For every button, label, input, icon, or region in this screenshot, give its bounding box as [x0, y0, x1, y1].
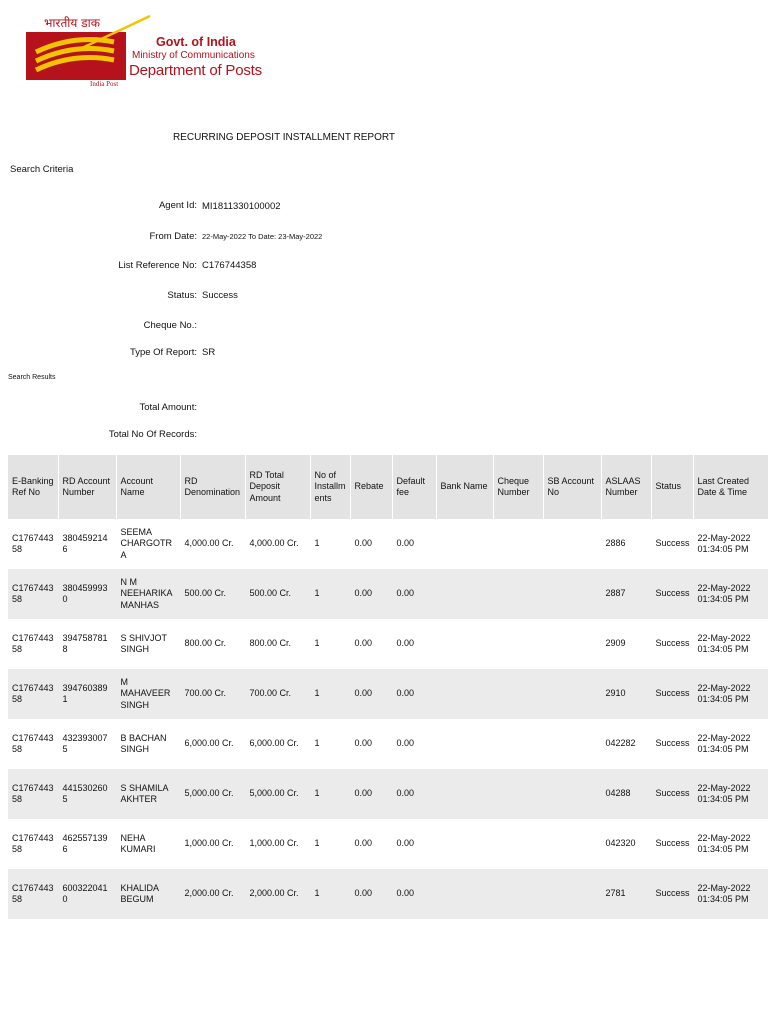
cell-aslaas: 2909: [605, 638, 626, 649]
cell-last-created: 22-May-2022 01:34:05 PM: [697, 882, 751, 904]
cell-account-name: B BACHAN SINGH: [120, 732, 167, 754]
cell-rd-total: 500.00 Cr.: [249, 588, 292, 599]
cell-aslaas: 042282: [605, 738, 636, 749]
cell-rd-account: 3947587818: [62, 632, 108, 654]
col-header-ebanking-ref: E-Banking Ref No: [8, 455, 58, 519]
cell-cheque-number: [493, 769, 543, 819]
cell-ref-no: C176744358: [12, 532, 54, 554]
col-header-sb-account: SB Account No: [543, 455, 601, 519]
cell-rd-denomination: 5,000.00 Cr.: [184, 788, 234, 799]
cell-installments: 1: [314, 888, 320, 899]
cell-status: Success: [655, 538, 690, 549]
cell-rd-denomination: 6,000.00 Cr.: [184, 738, 234, 749]
cell-aslaas: 2910: [605, 688, 626, 699]
search-results-heading: Search Results: [8, 374, 56, 381]
col-header-bank-name: Bank Name: [436, 455, 493, 519]
cell-default-fee: 0.00: [396, 738, 415, 749]
cell-rd-account: 3947603891: [62, 682, 108, 704]
date-label: From Date:: [149, 231, 197, 242]
cell-rd-total: 2,000.00 Cr.: [249, 888, 299, 899]
table-row: [8, 669, 768, 719]
cell-aslaas: 2887: [605, 588, 626, 599]
col-header-default-fee: Default fee: [392, 455, 436, 519]
cell-account-name: SEEMA CHARGOTRA: [120, 527, 172, 560]
cell-rd-account: 4415302605: [62, 782, 108, 804]
cell-bank-name: [436, 769, 493, 819]
table-header-row: [8, 455, 768, 519]
cell-sb-account: [543, 719, 601, 769]
table-row: [8, 869, 768, 919]
cell-ref-no: C176744358: [12, 582, 54, 604]
table-row: [8, 719, 768, 769]
cell-bank-name: [436, 719, 493, 769]
list-reference-value: C176744358: [202, 260, 257, 271]
cell-rebate: 0.00: [354, 738, 373, 749]
cell-rd-total: 5,000.00 Cr.: [249, 788, 299, 799]
total-records-label: Total No Of Records:: [108, 429, 197, 440]
cell-aslaas: 04288: [605, 788, 631, 799]
cell-installments: 1: [314, 838, 320, 849]
cell-account-name: KHALIDA BEGUM: [120, 882, 160, 904]
cell-ref-no: C176744358: [12, 632, 54, 654]
cell-rd-account: 6003220410: [62, 882, 108, 904]
cell-default-fee: 0.00: [396, 688, 415, 699]
cell-sb-account: [543, 819, 601, 869]
cell-ref-no: C176744358: [12, 882, 54, 904]
cell-aslaas: 042320: [605, 838, 636, 849]
cell-installments: 1: [314, 638, 320, 649]
col-header-installments: No of Installm ents: [310, 455, 350, 519]
cell-cheque-number: [493, 869, 543, 919]
cell-account-name: N M NEEHARIKA MANHAS: [120, 577, 173, 610]
cell-default-fee: 0.00: [396, 588, 415, 599]
col-header-status: Status: [651, 455, 693, 519]
cell-last-created: 22-May-2022 01:34:05 PM: [697, 782, 751, 804]
table-row: [8, 819, 768, 869]
col-header-account-name: Account Name: [116, 455, 180, 519]
report-type-label: Type Of Report:: [129, 347, 197, 358]
cell-default-fee: 0.00: [396, 538, 415, 549]
cell-rd-total: 700.00 Cr.: [249, 688, 292, 699]
cell-ref-no: C176744358: [12, 682, 54, 704]
cell-status: Success: [655, 738, 690, 749]
logo-india-post-text: India Post: [90, 80, 119, 88]
cell-rebate: 0.00: [354, 788, 373, 799]
cell-rd-account: 3804592146: [62, 532, 108, 554]
cell-sb-account: [543, 869, 601, 919]
logo-hindi-text: भारतीय डाक: [44, 16, 100, 30]
cell-status: Success: [655, 838, 690, 849]
cell-bank-name: [436, 619, 493, 669]
cell-bank-name: [436, 569, 493, 619]
col-header-rebate: Rebate: [350, 455, 392, 519]
total-amount-label: Total Amount:: [139, 402, 197, 413]
cell-rd-total: 800.00 Cr.: [249, 638, 292, 649]
results-table: [8, 455, 768, 919]
cell-status: Success: [655, 688, 690, 699]
cell-rd-account: 4625571396: [62, 832, 108, 854]
cell-account-name: NEHA KUMARI: [120, 832, 156, 854]
cell-rd-denomination: 1,000.00 Cr.: [184, 838, 234, 849]
cell-cheque-number: [493, 569, 543, 619]
cell-ref-no: C176744358: [12, 832, 54, 854]
report-title: RECURRING DEPOSIT INSTALLMENT REPORT: [172, 132, 396, 143]
cell-sb-account: [543, 519, 601, 569]
cell-rebate: 0.00: [354, 538, 373, 549]
cell-rebate: 0.00: [354, 588, 373, 599]
cell-cheque-number: [493, 719, 543, 769]
cell-default-fee: 0.00: [396, 788, 415, 799]
cell-bank-name: [436, 519, 493, 569]
cell-bank-name: [436, 669, 493, 719]
cell-last-created: 22-May-2022 01:34:05 PM: [697, 682, 751, 704]
cell-sb-account: [543, 669, 601, 719]
cell-sb-account: [543, 619, 601, 669]
cell-account-name: M MAHAVEER SINGH: [120, 677, 171, 710]
cell-sb-account: [543, 769, 601, 819]
cell-account-name: S SHIVJOT SINGH: [120, 632, 168, 654]
cell-cheque-number: [493, 519, 543, 569]
date-range-value: 22-May-2022 To Date: 23-May-2022: [202, 232, 323, 241]
cell-rd-total: 1,000.00 Cr.: [249, 838, 299, 849]
table-row: [8, 769, 768, 819]
cell-aslaas: 2886: [605, 538, 626, 549]
cell-rebate: 0.00: [354, 688, 373, 699]
cell-account-name: S SHAMILA AKHTER: [120, 782, 169, 804]
col-header-rd-account: RD Account Number: [58, 455, 116, 519]
col-header-cheque-number: Cheque Number: [493, 455, 543, 519]
org-govt: Govt. of India: [156, 35, 236, 49]
status-label: Status:: [167, 290, 197, 301]
cell-rd-denomination: 500.00 Cr.: [184, 588, 227, 599]
cell-installments: 1: [314, 588, 320, 599]
cell-status: Success: [655, 588, 690, 599]
list-reference-label: List Reference No:: [118, 260, 197, 271]
col-header-last-created: Last Created Date & Time: [693, 455, 768, 519]
cell-rebate: 0.00: [354, 888, 373, 899]
cell-bank-name: [436, 869, 493, 919]
cell-ref-no: C176744358: [12, 782, 54, 804]
cell-installments: 1: [314, 788, 320, 799]
india-post-logo: [22, 14, 272, 92]
cell-last-created: 22-May-2022 01:34:05 PM: [697, 832, 751, 854]
cell-aslaas: 2781: [605, 888, 626, 899]
org-ministry: Ministry of Communications: [132, 50, 255, 61]
cell-rd-denomination: 2,000.00 Cr.: [184, 888, 234, 899]
col-header-aslaas: ASLAAS Number: [601, 455, 651, 519]
cell-last-created: 22-May-2022 01:34:05 PM: [697, 732, 751, 754]
cell-rd-account: 4323930075: [62, 732, 108, 754]
cell-default-fee: 0.00: [396, 638, 415, 649]
cell-rd-denomination: 4,000.00 Cr.: [184, 538, 234, 549]
cell-cheque-number: [493, 819, 543, 869]
cell-rd-total: 4,000.00 Cr.: [249, 538, 299, 549]
agent-id-value: MI1811330100002: [202, 201, 281, 212]
col-header-rd-total: RD Total Deposit Amount: [245, 455, 310, 519]
org-department: Department of Posts: [129, 62, 262, 79]
cell-bank-name: [436, 819, 493, 869]
cell-default-fee: 0.00: [396, 888, 415, 899]
status-value: Success: [202, 290, 238, 301]
cell-rebate: 0.00: [354, 838, 373, 849]
cell-rebate: 0.00: [354, 638, 373, 649]
cell-last-created: 22-May-2022 01:34:05 PM: [697, 632, 751, 654]
cell-default-fee: 0.00: [396, 838, 415, 849]
report-type-value: SR: [202, 347, 216, 358]
cell-cheque-number: [493, 619, 543, 669]
cell-rd-denomination: 800.00 Cr.: [184, 638, 227, 649]
search-criteria-heading: Search Criteria: [10, 164, 74, 175]
cell-cheque-number: [493, 669, 543, 719]
cell-status: Success: [655, 638, 690, 649]
col-header-rd-denomination: RD Denomination: [180, 455, 245, 519]
table-row: [8, 569, 768, 619]
table-row: [8, 519, 768, 569]
cheque-no-label: Cheque No.:: [143, 320, 197, 331]
cell-installments: 1: [314, 688, 320, 699]
cell-status: Success: [655, 888, 690, 899]
cell-installments: 1: [314, 738, 320, 749]
cell-status: Success: [655, 788, 690, 799]
cell-last-created: 22-May-2022 01:34:05 PM: [697, 582, 751, 604]
cell-rd-denomination: 700.00 Cr.: [184, 688, 227, 699]
cell-last-created: 22-May-2022 01:34:05 PM: [697, 532, 751, 554]
table-row: [8, 619, 768, 669]
cell-installments: 1: [314, 538, 320, 549]
agent-id-label: Agent Id:: [158, 200, 197, 211]
cell-rd-account: 3804599930: [62, 582, 108, 604]
cell-ref-no: C176744358: [12, 732, 54, 754]
cell-sb-account: [543, 569, 601, 619]
cell-rd-total: 6,000.00 Cr.: [249, 738, 299, 749]
